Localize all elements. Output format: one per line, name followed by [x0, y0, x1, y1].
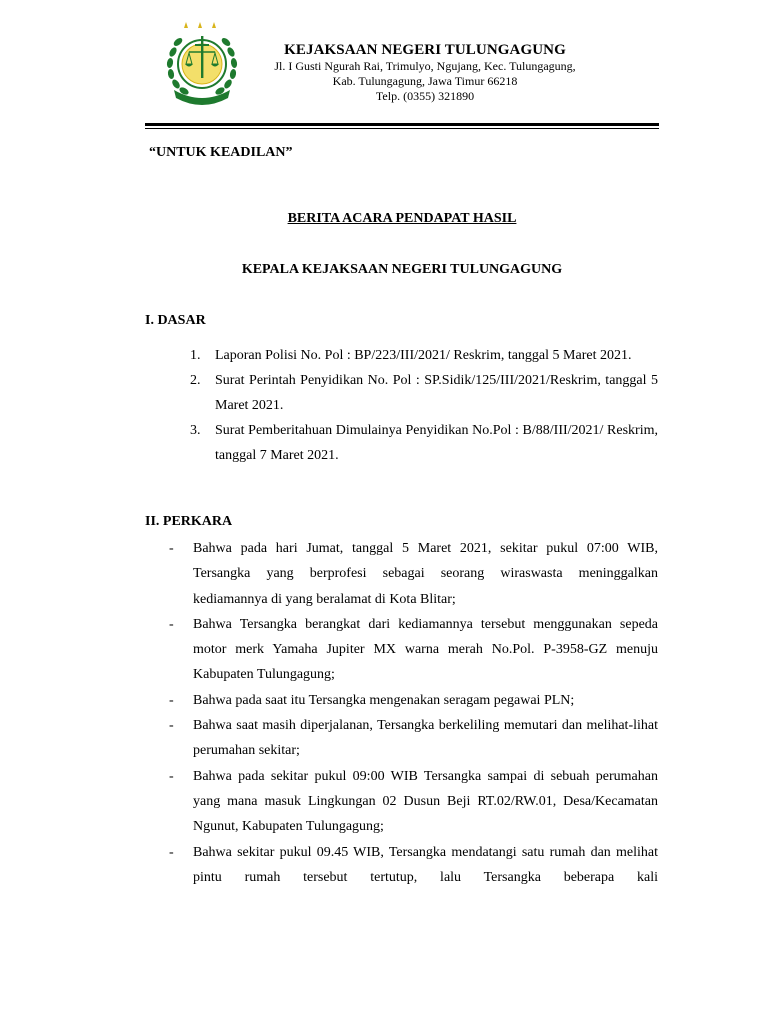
section-heading-dasar: I. DASAR [145, 313, 206, 328]
list-item [169, 612, 658, 688]
letterhead-divider-thick [145, 123, 659, 126]
list-item-dash: - [169, 718, 174, 734]
kejaksaan-emblem-logo [160, 20, 244, 106]
address-line-2: Kab. Tulungagung, Jawa Timur 66218 [332, 74, 518, 88]
list-item-dash: - [169, 541, 174, 556]
address-line-1: Jl. I Gusti Ngurah Rai, Trimulyo, Ngujang, Kec. Tulungagung, [274, 59, 576, 73]
list-item-text: Bahwa pada hari Jumat, tanggal 5 Maret 2021, sekitar pukul 07:00 WIB, Tersangka yang berprofesi sebagai seorang wiraswasta meninggalkan kediamannya di yang beralamat di Kota Blitar; [193, 541, 658, 607]
list-item [169, 840, 658, 891]
list-item [190, 343, 658, 368]
list-item-number: 1. [190, 348, 201, 363]
list-item-text: Bahwa pada sekitar pukul 09:00 WIB Tersangka sampai di sebuah perumahan yang mana masuk Lingkungan 02 Dusun Beji RT.02/RW.01, Desa/Kecamatan Ngunut, Kabupaten Tulungagung; [193, 768, 658, 835]
list-item-dash: - [169, 692, 174, 708]
list-item-number: 3. [190, 423, 201, 438]
list-item [190, 368, 658, 418]
perkara-list [169, 536, 658, 890]
list-item-text: Bahwa Tersangka berangkat dari kediamannya tersebut menggunakan sepeda motor merk Yamaha Jupiter MX warna merah No.Pol. P-3958-GZ menuju Kabupaten Tulungagung; [193, 616, 658, 683]
list-item-text: Bahwa saat masih diperjalanan, Tersangka berkeliling memutari dan melihat-lihat perumahan sekitar; [193, 718, 658, 759]
motto: “UNTUK KEADILAN” [149, 145, 293, 160]
list-item-text: Laporan Polisi No. Pol : BP/223/III/2021/ Reskrim, tanggal 5 Maret 2021. [215, 348, 632, 363]
section-heading-perkara: II. PERKARA [145, 514, 233, 529]
letterhead [250, 42, 600, 104]
list-item [190, 418, 658, 468]
list-item-text: Bahwa pada saat itu Tersangka mengenakan seragam pegawai PLN; [193, 692, 575, 708]
dasar-list [190, 343, 658, 468]
document-subtitle: KEPALA KEJAKSAAN NEGERI TULUNGAGUNG [241, 262, 563, 277]
phone-number: Telp. (0355) 321890 [375, 89, 475, 103]
document-title: BERITA ACARA PENDAPAT HASIL [287, 211, 517, 226]
list-item [169, 536, 658, 612]
list-item [169, 713, 658, 764]
letterhead-divider-thin [145, 128, 659, 129]
list-item [169, 688, 658, 713]
institution-name: KEJAKSAAN NEGERI TULUNGAGUNG [284, 42, 566, 58]
list-item [169, 764, 658, 840]
list-item-dash: - [169, 768, 174, 784]
list-item-dash: - [169, 616, 174, 632]
list-item-number: 2. [190, 373, 201, 388]
list-item-text: Bahwa sekitar pukul 09.45 WIB, Tersangka mendatangi satu rumah dan melihat pintu rumah tersebut tertutup, lalu Tersangka beberapa kali [193, 844, 658, 885]
list-item-text: Surat Perintah Penyidikan No. Pol : SP.Sidik/125/III/2021/Reskrim, tanggal 5 Maret 2021. [215, 373, 658, 413]
list-item-text: Surat Pemberitahuan Dimulainya Penyidikan No.Pol : B/88/III/2021/ Reskrim, tanggal 7 Maret 2021. [215, 423, 658, 463]
list-item-dash: - [169, 844, 174, 860]
